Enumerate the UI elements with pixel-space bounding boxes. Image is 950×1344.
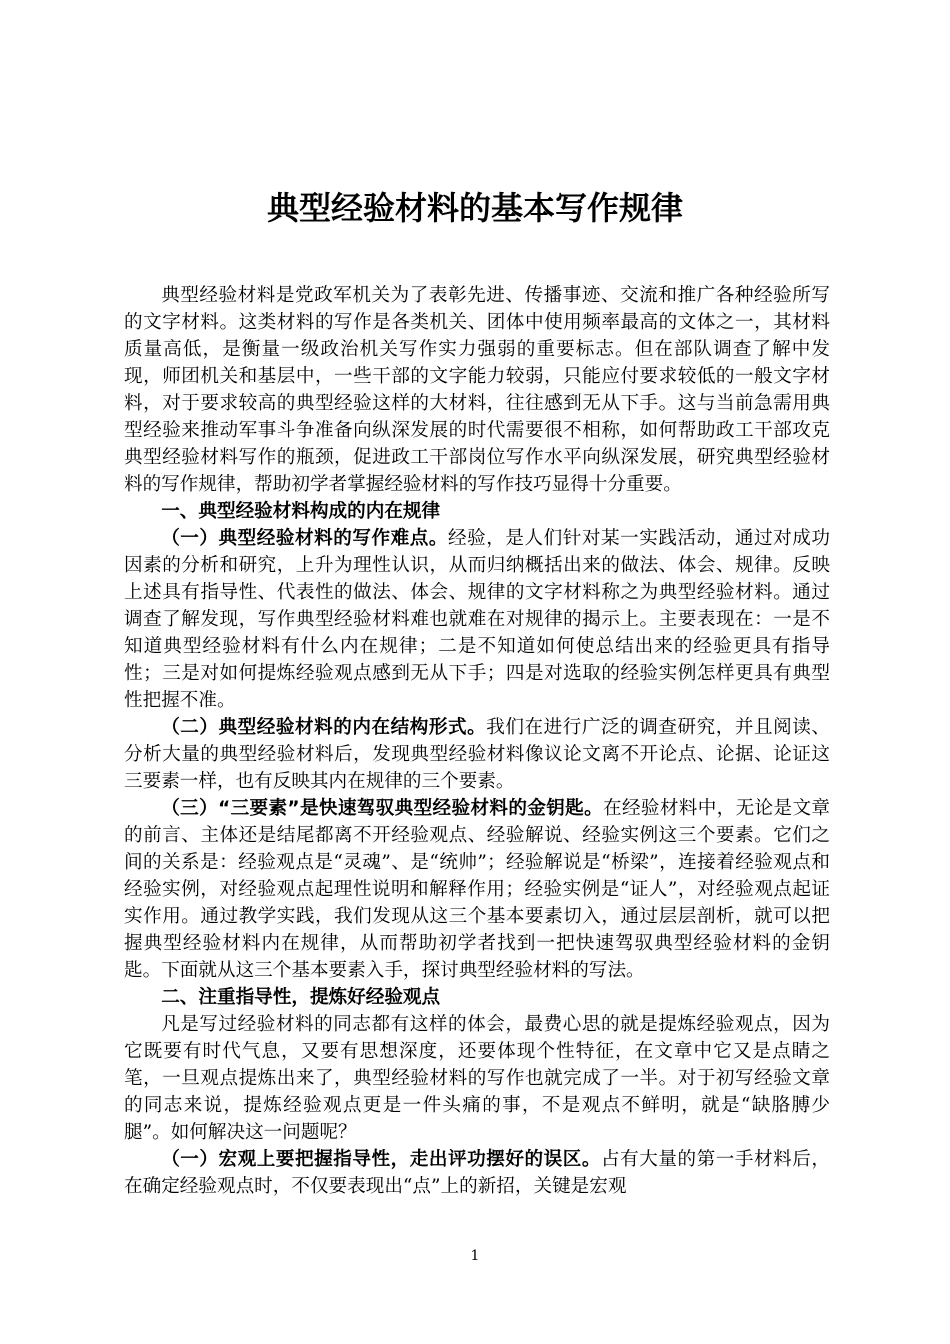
- document-title: 典型经验材料的基本写作规律: [266, 189, 683, 227]
- paragraph-three-elements: [124, 795, 830, 984]
- paragraph-internal-structure: [124, 714, 830, 795]
- paragraph-text: 在经验材料中，无论是文章的前言、主体还是结尾都离不开经验观点、经验解说、经验实例这三个要素。它们之间的关系是：经验观点是“灵魂”、是“统帅”；经验解说是“桥梁”，连接着经验观点和经验实例，对经验观点起理性说明和解释作用；经验实例是“证人”，对经验观点起证实作用。通过教学实践，我们发现从这三个基本要素切入，通过层层剖析，就可以把握典型经验材料内在规律，从而帮助初学者找到一把快速驾驭典型经验材料的金钥匙。下面就从这三个基本要素入手，探讨典型经验材料的写法。: [124, 798, 830, 981]
- paragraph-intro: [124, 282, 830, 498]
- paragraph-text: 我们在进行广泛的调查研究，并且阅读、分析大量的典型经验材料后，发现典型经验材料像议论文离不开论点、论据、论证这三要素一样，也有反映其内在规律的三个要素。: [124, 717, 830, 792]
- section-heading-2: [124, 984, 830, 1011]
- section-heading-1: [124, 498, 830, 525]
- paragraph-text: 经验，是人们针对某一实践活动，通过对成功因素的分析和研究，上升为理性认识，从而归纳概括出来的做法、体会、规律。反映上述具有指导性、代表性的做法、体会、规律的文字材料称之为典型经验材料。通过调查了解发现，写作典型经验材料难也就难在对规律的揭示上。主要表现在：一是不知道典型经验材料有什么内在规律；二是不知道如何使总结出来的经验更具有指导性；三是对如何提炼经验观点感到无从下手；四是对选取的经验实例怎样更具有典型性把握不准。: [124, 528, 830, 711]
- paragraph-lead: （二）典型经验材料的内在结构形式。: [161, 717, 487, 738]
- paragraph-extract-viewpoints: [124, 1011, 830, 1146]
- paragraph-lead: （一）典型经验材料的写作难点。: [161, 528, 449, 549]
- paragraph-lead: （一）宏观上要把握指导性，走出评功摆好的误区。: [161, 1149, 602, 1170]
- paragraph-text: 凡是写过经验材料的同志都有这样的体会，最费心思的就是提炼经验观点，因为它既要有时代气息，又要有思想深度，还要体现个性特征，在文章中它又是点睛之笔，一旦观点提炼出来了，典型经验材料的写作也就完成了一半。对于初写经验文章的同志来说，提炼经验观点更是一件头痛的事，不是观点不鲜明，就是“缺胳膊少腿”。如何解决这一问题呢？: [124, 1014, 830, 1143]
- paragraph-writing-difficulty: [124, 525, 830, 714]
- section-heading-text: 二、注重指导性，提炼好经验观点: [161, 987, 441, 1008]
- paragraph-lead: （三）“三要素”是快速驾驭典型经验材料的金钥匙。: [161, 798, 604, 819]
- paragraph-macro-guidance: [124, 1146, 830, 1200]
- document-body: [124, 282, 830, 1200]
- paragraph-text: 典型经验材料是党政军机关为了表彰先进、传播事迹、交流和推广各种经验所写的文字材料。这类材料的写作是各类机关、团体中使用频率最高的文体之一，其材料质量高低，是衡量一级政治机关写作实力强弱的重要标志。但在部队调查了解中发现，师团机关和基层中，一些干部的文字能力较弱，只能应付要求较低的一般文字材料，对于要求较高的典型经验这样的大材料，往往感到无从下手。这与当前急需用典型经验来推动军事斗争准备向纵深发展的时代需要很不相称，如何帮助政工干部攻克典型经验材料写作的瓶颈，促进政工干部岗位写作水平向纵深发展，研究典型经验材料的写作规律，帮助初学者掌握经验材料的写作技巧显得十分重要。: [124, 285, 830, 495]
- section-heading-text: 一、典型经验材料构成的内在规律: [161, 501, 441, 522]
- paragraph-text: 占有大量的第一手材料后，在确定经验观点时，不仅要表现出“点”上的新招，关键是宏观: [124, 1149, 830, 1197]
- page-number: 1: [470, 1248, 480, 1264]
